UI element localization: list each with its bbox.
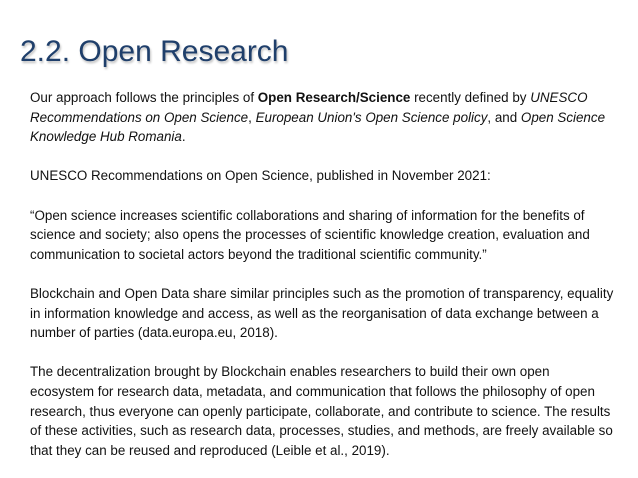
intro-paragraph	[30, 88, 616, 147]
slide-title: 2.2. Open Research	[20, 35, 289, 69]
intro-bold-term: Open Research/Science	[257, 90, 411, 105]
intro-italic-eu: European Union's Open Science policy	[255, 109, 488, 125]
intro-italic-unesco: UNESCO Recommendations on Open Science	[30, 90, 588, 125]
intro-end: .	[181, 129, 186, 145]
decentralization-paragraph: The decentralization brought by Blockchain enables researchers to build their own open ecosystem for research data, metadata, and communication that follows the philosophy of open research, thus everyone can openly participate, collaborate, and contribute to science. The results of these activities, such as research data, processes, studies, and methods, are freely available so that they can be reused and reproduced (Leible et al., 2019).	[30, 364, 613, 458]
intro-sep-1: ,	[248, 109, 256, 125]
intro-sep-2: , and	[487, 109, 521, 125]
slide-body	[30, 88, 616, 460]
intro-italic-hub: Open Science Knowledge Hub Romania	[30, 109, 606, 145]
unesco-quote: “Open science increases scientific collaborations and sharing of information for the benefits of science and society; also opens the processes of scientific knowledge creation, evaluation and communication to societal actors beyond the traditional scientific community.”	[30, 207, 590, 262]
intro-text-1: Our approach follows the principles of	[30, 90, 258, 105]
unesco-heading: UNESCO Recommendations on Open Science, published in November 2021:	[30, 168, 491, 184]
intro-text-2: recently defined by	[410, 90, 531, 105]
blockchain-paragraph: Blockchain and Open Data share similar principles such as the promotion of transparency, equality in information knowledge and access, as well as the reorganisation of data exchange between a number of parties (data.europa.eu, 2018).	[30, 285, 614, 341]
